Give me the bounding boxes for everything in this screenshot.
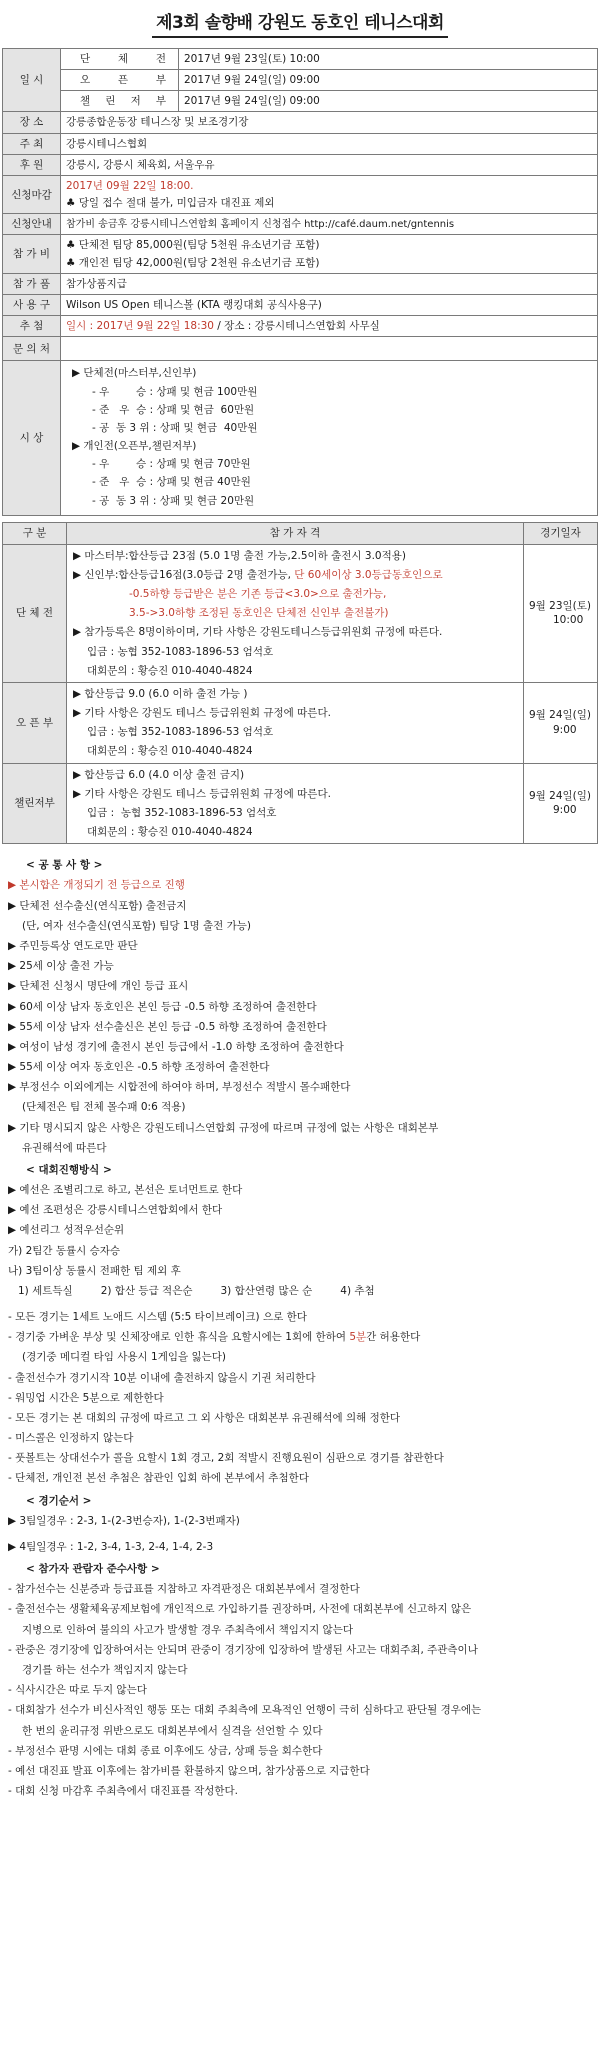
- rule-item: - 모든 경기는 본 대회의 규정에 따르고 그 외 사항은 대회본부 유권해석에 의해 정한다: [8, 1411, 401, 1424]
- inquiry-value: [61, 337, 598, 361]
- schedule-date: 2017년 9월 24일(일) 09:00: [179, 91, 598, 112]
- sponsor-value: 강릉시, 강릉시 체육회, 서울우유: [61, 154, 598, 175]
- conduct-item: - 출전선수는 생활체육공제보험에 개인적으로 가입하기를 권장하며, 사전에 대회본부에 신고하지 않은: [8, 1603, 472, 1616]
- venue-value: 강릉종합운동장 테니스장 및 보조경기장: [61, 112, 598, 133]
- prize-line: - 우 승 : 상패 및 현금 70만원: [92, 458, 251, 471]
- common-item: ▶ 기타 명시되지 않은 사항은 강원도테니스연합회 규정에 따르며 규정에 없는 사항은 대회본부: [8, 1121, 439, 1134]
- rule-item: - 모든 경기는 1세트 노애드 시스템 (5:5 타이브레이크) 으로 한다: [8, 1311, 307, 1324]
- draw-date: 일시 : 2017년 9월 22일 18:30: [66, 320, 214, 333]
- common-item: ▶ 단체전 선수출신(연식포함) 출전금지: [8, 899, 187, 912]
- conduct-item: - 예선 대진표 발표 이후에는 참가비를 환불하지 않으며, 참가상품으로 지급한다: [8, 1764, 370, 1777]
- host-row: [3, 133, 598, 154]
- prize-row: [3, 361, 598, 515]
- conduct-item: - 대회 신청 마감후 주최측에서 대진표를 작성한다.: [8, 1785, 239, 1798]
- fee-line: ♣ 개인전 팀당 42,000원(팀당 2천원 유소년기금 포함): [66, 256, 320, 269]
- open-date: 9월 24일(일): [529, 709, 592, 722]
- common-item: ▶ 60세 이상 남자 동호인은 본인 등급 -0.5 하향 조정하여 출전한다: [8, 1000, 317, 1013]
- conduct-item: 경기를 하는 선수가 책임지지 않는다: [22, 1664, 188, 1676]
- rule-item: 간 허용한다: [366, 1331, 421, 1344]
- common-item: ▶ 부정선수 이외에게는 시합전에 하여야 하며, 부정선수 적발시 몰수패한다: [8, 1081, 351, 1094]
- prize-line: - 준 우 승 : 상패 및 현금 40만원: [92, 476, 251, 489]
- open-line: ▶ 기타 사항은 강원도 테니스 등급위원회 규정에 따른다.: [73, 707, 331, 720]
- prize-line: - 우 승 : 상패 및 현금 100만원: [92, 385, 258, 398]
- header-division: 구 분: [3, 522, 67, 544]
- header-eligibility: 참 가 자 격: [67, 522, 524, 544]
- tiebreak-item: 4) 추첨: [340, 1284, 375, 1297]
- header-date: 경기일자: [524, 522, 598, 544]
- venue-label: 장 소: [3, 112, 61, 133]
- progress-item: 나) 3팀이상 동률시 전패한 팀 제외 후: [8, 1264, 181, 1277]
- conduct-item: 지병으로 인하여 불의의 사고가 발생할 경우 주최측에서 책임지지 않는다: [22, 1623, 353, 1636]
- common-item: ▶ 55세 이상 여자 동호인은 -0.5 하향 조정하여 출전한다: [8, 1061, 270, 1074]
- common-item: ▶ 주민등록상 연도로만 판단: [8, 939, 138, 952]
- open-contact: 대회문의 : 황승진 010-4040-4824: [87, 745, 253, 758]
- common-item: ▶ 본시합은 개정되기 전 등급으로 진행: [8, 879, 185, 892]
- schedule-date: 2017년 9월 23일(토) 10:00: [179, 48, 598, 69]
- draw-label: 추 첨: [3, 316, 61, 337]
- rule-item: - 단체전, 개인전 본선 추첨은 참관인 입회 하에 본부에서 추첨한다: [8, 1472, 309, 1485]
- apply-label: 신청안내: [3, 214, 61, 235]
- title-area: [2, 0, 598, 48]
- progress-item: ▶ 예선리그 성적우선순위: [8, 1224, 125, 1237]
- team-time: 10:00: [553, 614, 584, 627]
- ball-value: Wilson US Open 테니스볼 (KTA 랭킹대회 공식사용구): [61, 295, 598, 316]
- ball-row: [3, 295, 598, 316]
- open-time: 9:00: [553, 723, 577, 736]
- prize-line: - 공 동 3 위 : 상패 및 현금 20만원: [92, 494, 255, 507]
- challenger-line: ▶ 기타 사항은 강원도 테니스 등급위원회 규정에 따른다.: [73, 787, 331, 800]
- tiebreak-row: [8, 1284, 594, 1298]
- venue-row: [3, 112, 598, 133]
- order-title: < 경기순서 >: [26, 1494, 92, 1507]
- prize-group-head: ▶ 단체전(마스터부,신인부): [72, 367, 197, 380]
- inquiry-row: [3, 337, 598, 361]
- challenger-bank: 입금 : 농협 352-1083-1896-53 엄석호: [87, 806, 277, 819]
- tiebreak-item: 3) 합산연령 많은 순: [220, 1284, 313, 1297]
- team-rookie-note: -0.5하향 등급받은 분은 기존 등급<3.0>으로 출전가능,: [129, 588, 387, 601]
- prize-group-head: ▶ 개인전(오픈부,챌린저부): [72, 440, 197, 453]
- tiebreak-item: 1) 세트득실: [18, 1284, 73, 1297]
- team-date: 9월 23일(토): [529, 599, 592, 612]
- fee-label: 참 가 비: [3, 235, 61, 273]
- challenger-time: 9:00: [553, 804, 577, 817]
- schedule-row-3: [3, 91, 598, 112]
- rule-item: - 풋볼트는 상대선수가 콜을 요할시 1회 경고, 2회 적발시 진행요원이 심판으로 경기를 참관한다: [8, 1452, 444, 1465]
- schedule-name: 오 픈 부: [80, 74, 166, 87]
- prize-line: - 준 우 승 : 상패 및 현금 60만원: [92, 403, 255, 416]
- open-bank: 입금 : 농협 352-1083-1896-53 엄석호: [87, 726, 274, 739]
- gift-value: 참가상품지급: [61, 273, 598, 294]
- info-table: [2, 48, 598, 516]
- conduct-item: - 참가선수는 신분증과 등급표를 지참하고 자격판정은 대회본부에서 결정한다: [8, 1583, 360, 1596]
- sponsor-label: 후 원: [3, 154, 61, 175]
- rule-highlight: 5분: [349, 1331, 367, 1344]
- rule-item: (경기중 메디컬 타임 사용시 1게임을 잃는다): [22, 1351, 226, 1364]
- eligibility-table: [2, 522, 598, 845]
- challenger-contact: 대회문의 : 황승진 010-4040-4824: [87, 826, 253, 839]
- team-rookie-note: 단 60세이상 3.0등급동호인으로: [294, 568, 443, 581]
- common-item: ▶ 25세 이상 출전 가능: [8, 960, 114, 973]
- deadline-label: 신청마감: [3, 175, 61, 213]
- team-rookie: ▶ 신인부:합산등급16점(3.0등급 2명 출전가능,: [73, 568, 295, 581]
- ball-label: 사 용 구: [3, 295, 61, 316]
- common-item: 유권해석에 따른다: [22, 1141, 107, 1154]
- conduct-item: - 식사시간은 따로 두지 않는다: [8, 1684, 147, 1697]
- gift-row: [3, 273, 598, 294]
- progress-title: < 대회진행방식 >: [26, 1163, 112, 1176]
- rule-item: - 경기중 가벼운 부상 및 신체장애로 인한 휴식을 요할시에는 1회에 한하여: [8, 1331, 350, 1344]
- common-item: ▶ 단체전 신청시 명단에 개인 등급 표시: [8, 980, 189, 993]
- schedule-label: 일 시: [3, 48, 61, 112]
- team-row: [3, 544, 598, 682]
- conduct-item: - 부정선수 판명 시에는 대회 종료 이후에도 상금, 상패 등을 회수한다: [8, 1744, 323, 1757]
- conduct-item: - 대회참가 선수가 비신사적인 행동 또는 대회 주최측에 모욕적인 언행이 극히 심하다고 판단될 경우에는: [8, 1704, 482, 1717]
- team-registration: ▶ 참가등록은 8명이하이며, 기타 사항은 강원도테니스등급위원회 규정에 따른다.: [73, 626, 443, 639]
- common-item: (단체전은 팀 전체 몰수패 0:6 적용): [22, 1101, 186, 1114]
- host-value: 강릉시테니스협회: [61, 133, 598, 154]
- conduct-item: 한 번의 윤리규정 위반으로도 대회본부에서 실격을 선언할 수 있다: [22, 1724, 323, 1737]
- order-item: ▶ 4팀일경우 : 1-2, 3-4, 1-3, 2-4, 1-4, 2-3: [8, 1540, 214, 1553]
- team-master: ▶ 마스터부:합산등급 23점 (5.0 1명 출전 가능,2.5이하 출전시 3.0적용): [73, 549, 406, 562]
- team-rookie-note: 3.5->3.0하향 조정된 동호인은 단체전 신인부 출전불가): [129, 607, 389, 620]
- open-line: ▶ 합산등급 9.0 (6.0 이하 출전 가능 ): [73, 687, 248, 700]
- prize-label: 시 상: [3, 361, 61, 515]
- common-item: ▶ 55세 이상 남자 선수출신은 본인 등급 -0.5 하향 조정하여 출전한다: [8, 1020, 327, 1033]
- draw-place: / 장소 : 강릉시테니스연합회 사무실: [213, 320, 380, 333]
- open-label: 오 픈 부: [3, 682, 67, 763]
- order-item: ▶ 3팀일경우 : 2-3, 1-(2-3번승자), 1-(2-3번패자): [8, 1514, 240, 1527]
- challenger-date: 9월 24일(일): [529, 789, 592, 802]
- draw-row: [3, 316, 598, 337]
- team-contact: 대회문의 : 황승진 010-4040-4824: [87, 664, 253, 677]
- team-bank: 입금 : 농협 352-1083-1896-53 엄석호: [87, 645, 274, 658]
- apply-value: 참가비 송금후 강릉시테니스연합회 홈페이지 신청접수 http://café.daum.net/gntennis: [61, 214, 598, 235]
- sponsor-row: [3, 154, 598, 175]
- schedule-name: 단 체 전: [80, 52, 166, 65]
- schedule-name: 챌 린 저 부: [80, 95, 166, 108]
- prize-line: - 공 동 3 위 : 상패 및 현금 40만원: [92, 421, 258, 434]
- deadline-row: [3, 175, 598, 213]
- schedule-row-1: [3, 48, 598, 69]
- eligibility-header: [3, 522, 598, 544]
- challenger-label: 챌린저부: [3, 763, 67, 844]
- deadline-date: 2017년 09월 22일 18:00.: [66, 179, 194, 192]
- schedule-date: 2017년 9월 24일(일) 09:00: [179, 70, 598, 91]
- gift-label: 참 가 품: [3, 273, 61, 294]
- rule-item: - 워밍업 시간은 5분으로 제한한다: [8, 1391, 164, 1404]
- tiebreak-item: 2) 합산 등급 적은순: [100, 1284, 193, 1297]
- conduct-title: < 참가자 관람자 준수사항 >: [26, 1563, 160, 1576]
- rule-item: - 출전선수가 경기시작 10분 이내에 출전하지 않을시 기권 처리한다: [8, 1371, 316, 1384]
- progress-item: 가) 2팀간 동률시 승자승: [8, 1244, 121, 1257]
- progress-item: ▶ 예선 조편성은 강릉시테니스연합회에서 한다: [8, 1204, 223, 1217]
- apply-row: [3, 214, 598, 235]
- common-item: (단, 여자 선수출신(연식포함) 팀당 1명 출전 가능): [22, 919, 252, 932]
- schedule-row-2: [3, 70, 598, 91]
- team-label: 단 체 전: [3, 544, 67, 682]
- open-row: [3, 682, 598, 763]
- conduct-item: - 관중은 경기장에 입장하여서는 안되며 관중이 경기장에 입장하여 발생된 사고는 대회주최, 주관측이나: [8, 1643, 478, 1656]
- rule-item: - 미스콜은 인정하지 않는다: [8, 1432, 134, 1445]
- notes-section: [2, 844, 598, 1798]
- common-title: < 공 통 사 항 >: [26, 859, 103, 872]
- common-item: ▶ 여성이 남성 경기에 출전시 본인 등급에서 -1.0 하향 조정하여 출전한다: [8, 1040, 344, 1053]
- challenger-line: ▶ 합산등급 6.0 (4.0 이상 출전 금지): [73, 768, 245, 781]
- challenger-row: [3, 763, 598, 844]
- host-label: 주 최: [3, 133, 61, 154]
- progress-item: ▶ 예선은 조별리그로 하고, 본선은 토너먼트로 한다: [8, 1184, 243, 1197]
- inquiry-label: 문 의 처: [3, 337, 61, 361]
- page-title: 제3회 솔향배 강원도 동호인 테니스대회: [152, 12, 448, 38]
- deadline-note: ♣ 당일 접수 절대 불가, 미입금자 대진표 제외: [66, 197, 275, 210]
- fee-line: ♣ 단체전 팀당 85,000원(팀당 5천원 유소년기금 포함): [66, 239, 320, 252]
- fee-row: [3, 235, 598, 273]
